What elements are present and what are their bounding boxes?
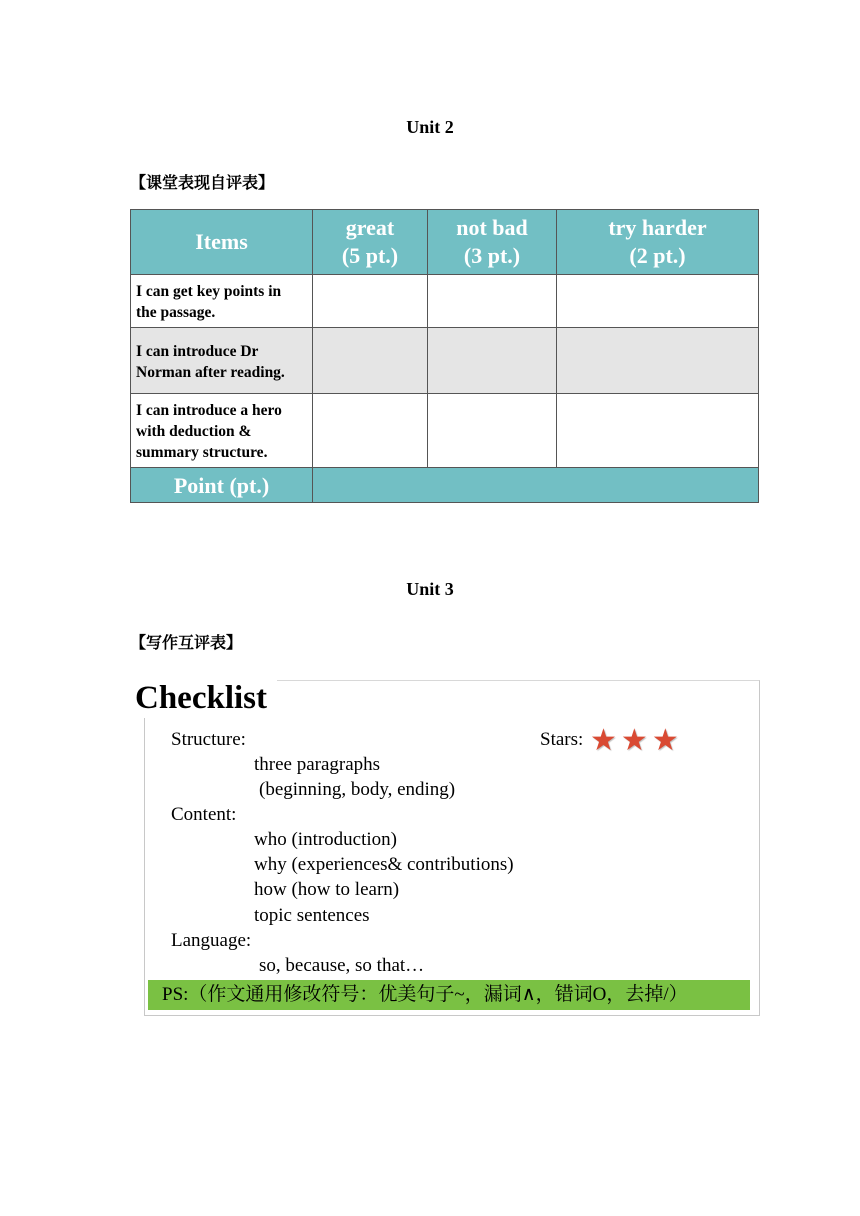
structure-label: Structure: bbox=[171, 729, 246, 750]
self-evaluation-table bbox=[130, 209, 759, 503]
content-item: who (introduction) bbox=[254, 829, 398, 850]
score-cell[interactable] bbox=[557, 394, 759, 468]
table-header-row bbox=[131, 210, 759, 275]
unit3-section-label: 【写作互评表】 bbox=[130, 633, 243, 652]
score-cell[interactable] bbox=[428, 328, 557, 394]
language-label: Language: bbox=[171, 930, 252, 951]
unit2-title: Unit 2 bbox=[406, 117, 454, 137]
row-item: I can introduce a hero with deduction & summary structure. bbox=[131, 394, 313, 468]
header-try-harder: try harder (2 pt.) bbox=[557, 210, 759, 275]
star-icon[interactable]: ★ bbox=[651, 724, 679, 757]
star-icon[interactable]: ★ bbox=[590, 724, 617, 757]
structure-item: (beginning, body, ending) bbox=[259, 779, 456, 800]
footer-label: Point (pt.) bbox=[131, 468, 313, 503]
score-cell[interactable] bbox=[313, 394, 428, 468]
language-item: so, because, so that… bbox=[259, 955, 425, 976]
peer-evaluation-checklist bbox=[130, 678, 760, 1018]
table-row bbox=[131, 328, 759, 394]
score-cell[interactable] bbox=[428, 394, 557, 468]
content-item: how (how to learn) bbox=[254, 879, 400, 900]
stars-rating[interactable] bbox=[590, 726, 683, 756]
score-cell[interactable] bbox=[557, 328, 759, 394]
structure-item: three paragraphs bbox=[254, 754, 381, 775]
header-not-bad: not bad (3 pt.) bbox=[428, 210, 557, 275]
score-cell[interactable] bbox=[313, 328, 428, 394]
ps-note-bar: PS:（作文通用修改符号：优美句子~，漏词∧，错词O，去掉/） bbox=[148, 980, 750, 1010]
unit2-section-label: 【课堂表现自评表】 bbox=[130, 173, 275, 192]
content-label: Content: bbox=[171, 804, 237, 825]
score-cell[interactable] bbox=[557, 275, 759, 328]
header-items: Items bbox=[131, 210, 313, 275]
row-item: I can introduce Dr Norman after reading. bbox=[131, 328, 313, 394]
total-point-cell[interactable] bbox=[313, 468, 759, 503]
table-footer-row bbox=[131, 468, 759, 503]
content-item: why (experiences& contributions) bbox=[254, 854, 514, 875]
content-item: topic sentences bbox=[254, 905, 370, 926]
table-row bbox=[131, 275, 759, 328]
checklist-title: Checklist bbox=[130, 678, 277, 718]
table-row bbox=[131, 394, 759, 468]
stars-label: Stars: bbox=[540, 729, 584, 750]
header-great: great (5 pt.) bbox=[313, 210, 428, 275]
star-icon[interactable]: ★ bbox=[620, 724, 648, 757]
score-cell[interactable] bbox=[313, 275, 428, 328]
score-cell[interactable] bbox=[428, 275, 557, 328]
unit3-title: Unit 3 bbox=[406, 579, 454, 599]
row-item: I can get key points in the passage. bbox=[131, 275, 313, 328]
